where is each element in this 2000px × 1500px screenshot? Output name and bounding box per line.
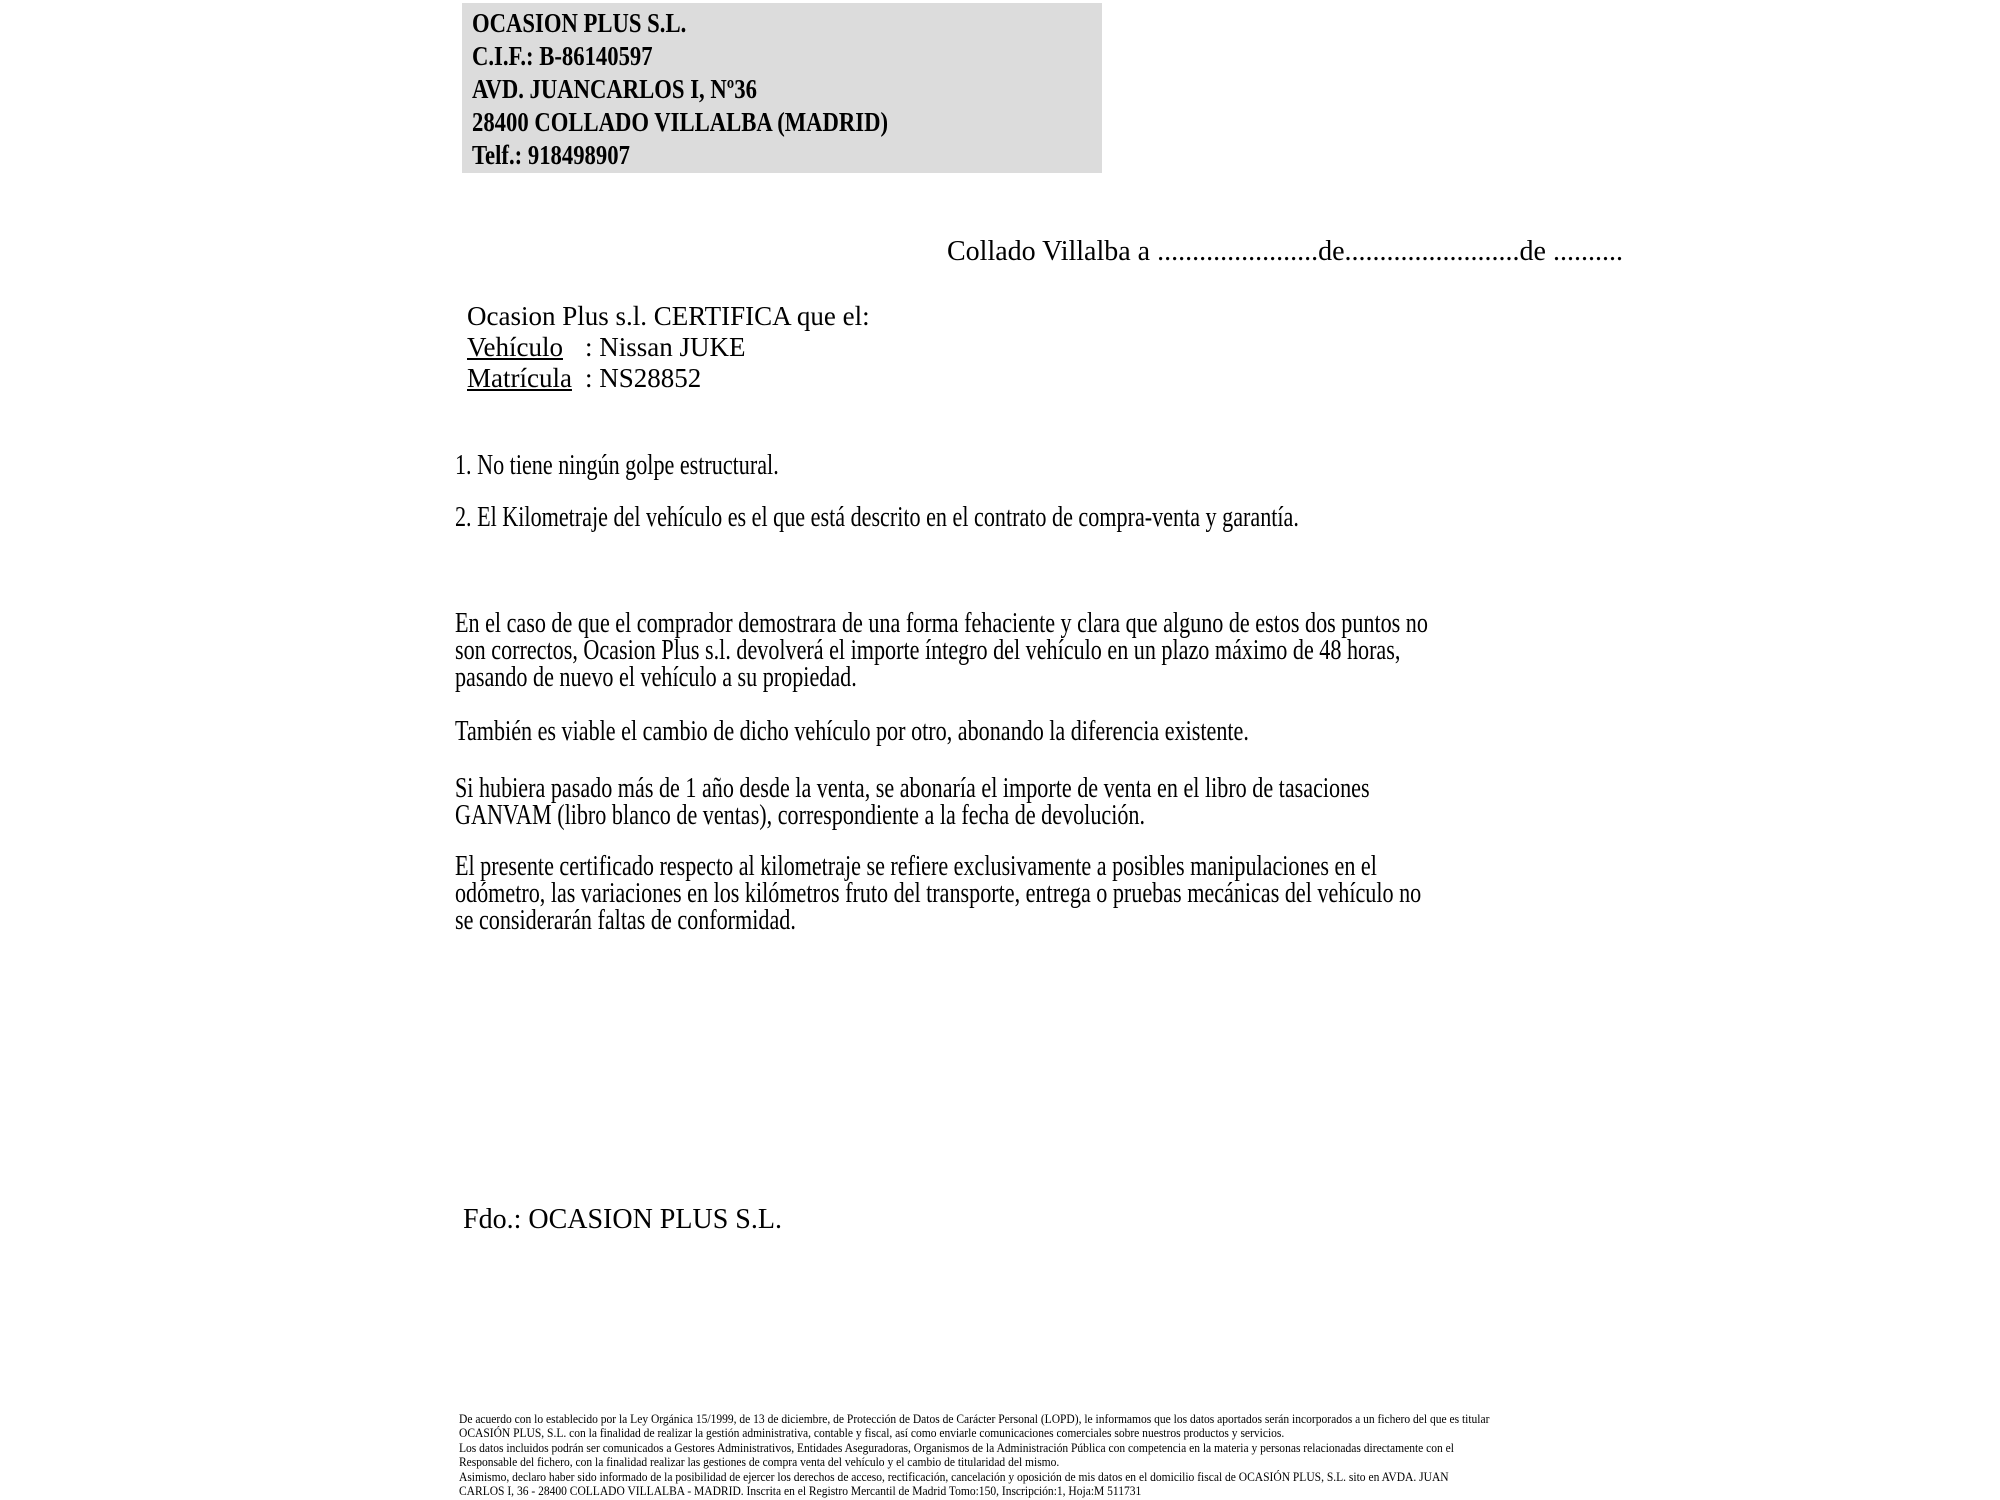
legal-footer-line-6 [459,1484,1567,1498]
vehicle-field-value: : Nissan JUKE [585,332,746,362]
paragraph-refund-text-1: En el caso de que el comprador demostrara de una forma fehaciente y clara que alguno de estos dos puntos no [455,608,1428,639]
paragraph-refund-text-2: son correctos, Ocasion Plus s.l. devolverá el importe íntegro del vehículo en un plazo máximo de 48 horas, [455,635,1401,666]
legal-footer-text-4: Responsable del fichero, con la finalidad realizar las gestiones de compra venta del vehículo y el cambio de titularidad del mismo. [459,1455,1060,1470]
paragraph-odometer-line-3 [455,907,1678,934]
plate-field-label-text: Matrícula [467,363,572,393]
paragraph-refund-line-2 [455,637,1687,664]
legal-footer-text-3: Los datos incluidos podrán ser comunicados a Gestores Administrativos, Entidades Aseguradoras, Organismos de la Administración Pública con competencia en la materia y personas relacionadas directamente con el [459,1440,1454,1455]
company-cif [472,40,1102,73]
plate-field-value: : NS28852 [585,363,702,393]
certified-point-1-text: 1. No tiene ningún golpe estructural. [455,450,779,481]
company-phone-text: Telf.: 918498907 [472,140,630,170]
legal-footer-line-4 [459,1455,1567,1469]
paragraph-exchange [455,718,1460,745]
certified-point-2-line [455,504,1523,532]
plate-field-label [467,363,585,394]
legal-footer-line-5 [459,1470,1567,1484]
legal-footer-line-3 [459,1441,1567,1455]
company-name [472,7,1102,40]
paragraph-exchange-text-1: También es viable el cambio de dicho vehículo por otro, abonando la diferencia existente. [455,716,1249,747]
paragraph-refund-line-3 [455,664,1687,691]
paragraph-odometer-line-2 [455,880,1678,907]
certification-block [467,301,870,394]
paragraph-refund-text-3: pasando de nuevo el vehículo a su propiedad. [455,662,857,693]
paragraph-odometer-text-1: El presente certificado respecto al kilometraje se refiere exclusivamente a posibles manipulaciones en el [455,851,1377,882]
certified-point-2-text: 2. El Kilometraje del vehículo es el que está descrito en el contrato de compra-venta y garantía. [455,502,1299,533]
paragraph-ganvam-line-1 [455,775,1613,802]
paragraph-refund-line-1 [455,610,1687,637]
certification-intro: Ocasion Plus s.l. CERTIFICA que el: [467,301,870,331]
paragraph-refund [455,610,1687,691]
paragraph-odometer [455,853,1678,934]
place-date-line: Collado Villalba a .......................de.........................de .......... [947,236,1623,267]
legal-footer [459,1412,1567,1498]
paragraph-odometer-text-3: se considerarán faltas de conformidad. [455,905,796,936]
paragraph-ganvam-text-2: GANVAM (libro blanco de ventas), correspondiente a la fecha de devolución. [455,800,1146,831]
letterhead-box [462,3,1102,173]
company-city [472,106,1102,139]
legal-footer-text-2: OCASIÓN PLUS, S.L. con la finalidad de realizar la gestión administrativa, contable y fiscal, así como enviarle comunicaciones comerciales sobre nuestros productos y servicios. [459,1426,1285,1441]
certified-point-1 [455,452,865,480]
plate-field-row [467,363,870,394]
vehicle-field-label-text: Vehículo [467,332,563,362]
legal-footer-text-1: De acuerdo con lo establecido por la Ley Orgánica 15/1999, de 13 de diciembre, de Protección de Datos de Carácter Personal (LOPD), le informamos que los datos aportados serán incorporados a un fichero del que es titular [459,1412,1490,1426]
paragraph-ganvam [455,775,1613,829]
legal-footer-line-1 [459,1412,1567,1426]
company-phone [472,139,1102,172]
paragraph-odometer-text-2: odómetro, las variaciones en los kilómetros fruto del transporte, entrega o pruebas mecánicas del vehículo no [455,878,1422,909]
legal-footer-text-6: CARLOS I, 36 - 28400 COLLADO VILLALBA - MADRID. Inscrita en el Registro Mercantil de Madrid Tomo:150, Inscripción:1, Hoja:M 511731 [459,1483,1142,1498]
legal-footer-text-5: Asimismo, declaro haber sido informado de la posibilidad de ejercer los derechos de acceso, rectificación, cancelación y oposición de mis datos en el domicilio fiscal de OCASIÓN PLUS, S.L. sito en AVDA. JUAN [459,1469,1449,1484]
signature-line: Fdo.: OCASION PLUS S.L. [463,1204,782,1235]
company-address-text: AVD. JUANCARLOS I, Nº36 [472,74,757,104]
paragraph-exchange-line-1 [455,718,1460,745]
certified-point-1-line [455,452,865,480]
paragraph-ganvam-line-2 [455,802,1613,829]
company-name-text: OCASION PLUS S.L. [472,8,687,38]
vehicle-field-row [467,332,870,363]
paragraph-odometer-line-1 [455,853,1678,880]
legal-footer-line-2 [459,1426,1567,1440]
company-city-text: 28400 COLLADO VILLALBA (MADRID) [472,107,889,137]
vehicle-field-label [467,332,585,363]
paragraph-ganvam-text-1: Si hubiera pasado más de 1 año desde la venta, se abonaría el importe de venta en el libro de tasaciones [455,773,1370,804]
company-cif-text: C.I.F.: B-86140597 [472,41,653,71]
company-address [472,73,1102,106]
certified-point-2 [455,504,1523,532]
